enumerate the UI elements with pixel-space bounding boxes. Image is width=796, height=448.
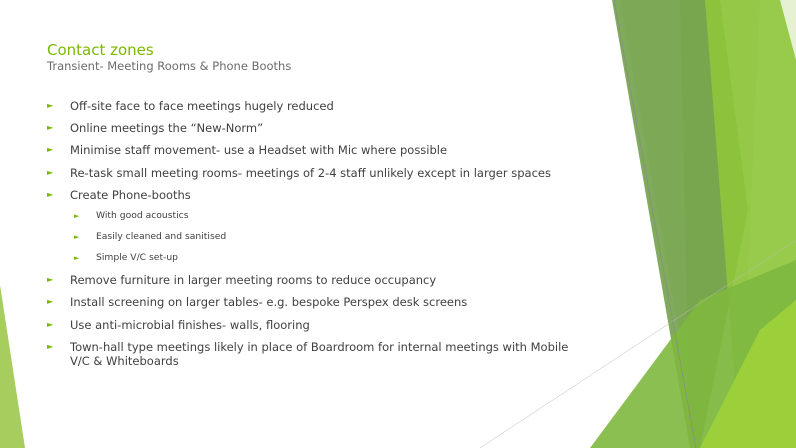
bullet-arrow-icon: ►: [47, 145, 54, 154]
bullet-arrow-icon: ►: [47, 320, 54, 329]
sub-bullet-text: Simple V/C set-up: [96, 252, 179, 263]
bullet-arrow-icon: ►: [47, 275, 54, 284]
bullet-arrow-icon: ►: [47, 101, 54, 110]
sub-bullet-arrow-icon: ►: [74, 233, 80, 241]
bullet-text: Remove furniture in larger meeting rooms to reduce occupancy: [70, 273, 437, 287]
bullet-arrow-icon: ►: [47, 297, 54, 306]
bullet-arrow-icon: ►: [47, 168, 54, 177]
bullet-text: Create Phone-booths: [70, 188, 191, 202]
bullet-text: Town-hall type meetings likely in place of Boardroom for internal meetings with Mobile V/C & Whiteboards: [70, 340, 569, 368]
bullet-arrow-icon: ►: [47, 123, 54, 132]
bullet-text: Re-task small meeting rooms- meetings of 2-4 staff unlikely except in larger spaces: [70, 166, 551, 180]
sub-bullet-arrow-icon: ►: [74, 212, 80, 220]
bullet-arrow-icon: ►: [47, 342, 54, 351]
sub-bullet-text: Easily cleaned and sanitised: [96, 231, 227, 242]
bullet-text: Use anti-microbial finishes- walls, flooring: [70, 318, 310, 332]
bullet-arrow-icon: ►: [47, 190, 54, 199]
bullet-text: Off-site face to face meetings hugely reduced: [70, 99, 334, 113]
slide-subtitle: Transient- Meeting Rooms & Phone Booths: [47, 59, 292, 73]
bullet-text: Minimise staff movement- use a Headset with Mic where possible: [70, 143, 448, 157]
bullet-text: Install screening on larger tables- e.g. bespoke Perspex desk screens: [70, 295, 468, 309]
sub-bullet-arrow-icon: ►: [74, 254, 80, 262]
slide-title: Contact zones: [47, 41, 154, 59]
sub-bullet-text: With good acoustics: [96, 210, 189, 221]
bullet-text: Online meetings the “New-Norm”: [70, 121, 264, 135]
decor-left-wedge: [0, 285, 25, 448]
